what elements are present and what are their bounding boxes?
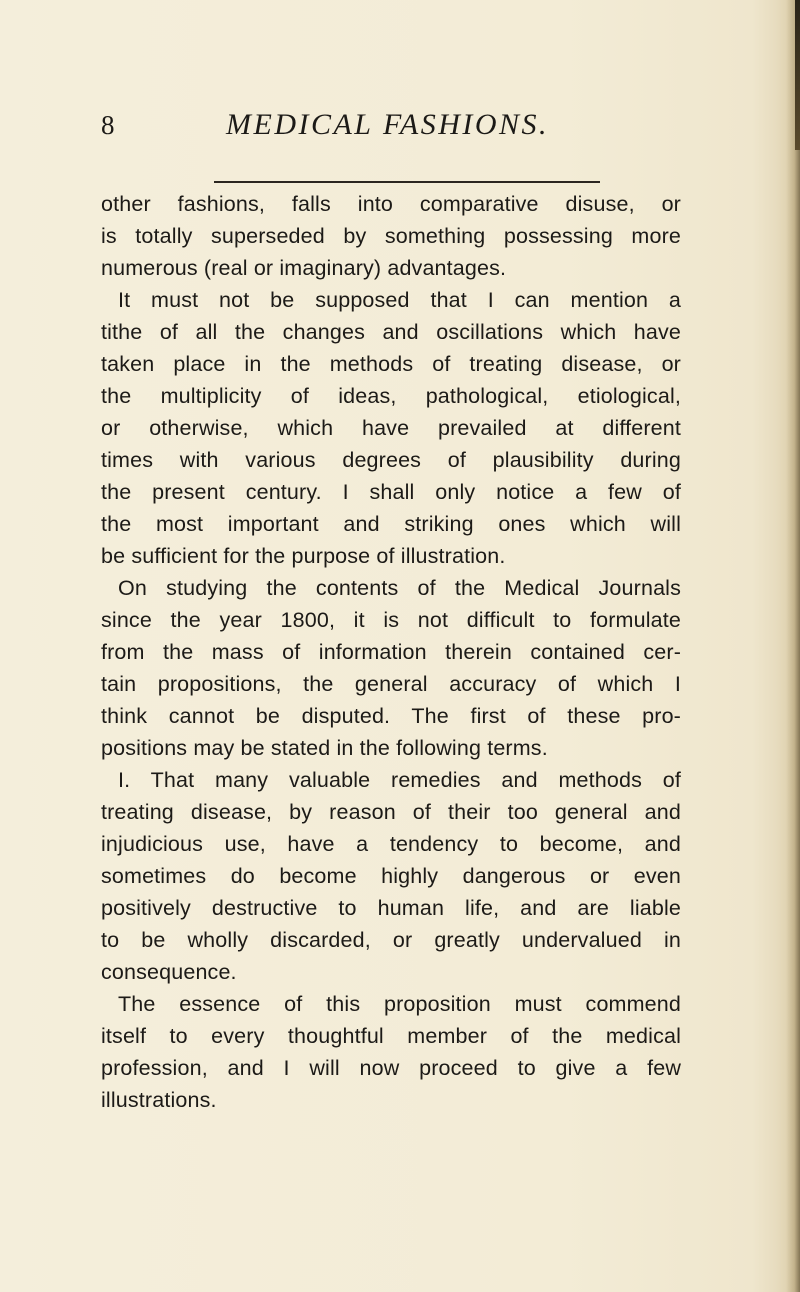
text-line: positions may be stated in the following terms. — [101, 736, 548, 760]
text-line: is totally superseded by something possessing more — [101, 224, 681, 248]
text-line: numerous (real or imaginary) advantages. — [101, 256, 507, 280]
text-line: from the mass of information therein contained cer- — [101, 640, 681, 664]
running-title: MEDICAL FASHIONS. — [226, 108, 550, 141]
text-line: to be wholly discarded, or greatly undervalued in — [101, 928, 681, 952]
text-line: injudicious use, have a tendency to become, and — [101, 832, 681, 856]
text-line: or otherwise, which have prevailed at different — [101, 416, 681, 440]
text-line: The essence of this proposition must commend — [118, 992, 681, 1016]
text-line: treating disease, by reason of their too general and — [101, 800, 681, 824]
text-line: the present century. I shall only notice a few of — [101, 480, 681, 504]
text-line: consequence. — [101, 960, 237, 984]
text-line: positively destructive to human life, and are liable — [101, 896, 681, 920]
text-line: tain propositions, the general accuracy of which I — [101, 672, 681, 696]
text-line: other fashions, falls into comparative disuse, or — [101, 192, 681, 216]
header-rule — [214, 181, 600, 183]
page-number: 8 — [101, 110, 116, 140]
text-line: tithe of all the changes and oscillations which have — [101, 320, 681, 344]
text-line: the most important and striking ones which will — [101, 512, 681, 536]
text-line: times with various degrees of plausibility during — [101, 448, 681, 472]
text-line: illustrations. — [101, 1088, 217, 1112]
text-line: think cannot be disputed. The first of these pro- — [101, 704, 681, 728]
text-line: On studying the contents of the Medical Journals — [118, 576, 681, 600]
text-line: be sufficient for the purpose of illustration. — [101, 544, 506, 568]
text-line: profession, and I will now proceed to give a few — [101, 1056, 681, 1080]
page-edge-shadow — [786, 0, 800, 1292]
body-text — [101, 188, 681, 1116]
text-line: taken place in the methods of treating disease, or — [101, 352, 681, 376]
page-header — [0, 108, 800, 148]
text-line: since the year 1800, it is not difficult to formulate — [101, 608, 681, 632]
text-line: the multiplicity of ideas, pathological, etiological, — [101, 384, 681, 408]
text-line: It must not be supposed that I can mention a — [118, 288, 681, 312]
text-line: sometimes do become highly dangerous or even — [101, 864, 681, 888]
text-line: itself to every thoughtful member of the medical — [101, 1024, 681, 1048]
text-line: I. That many valuable remedies and methods of — [118, 768, 681, 792]
